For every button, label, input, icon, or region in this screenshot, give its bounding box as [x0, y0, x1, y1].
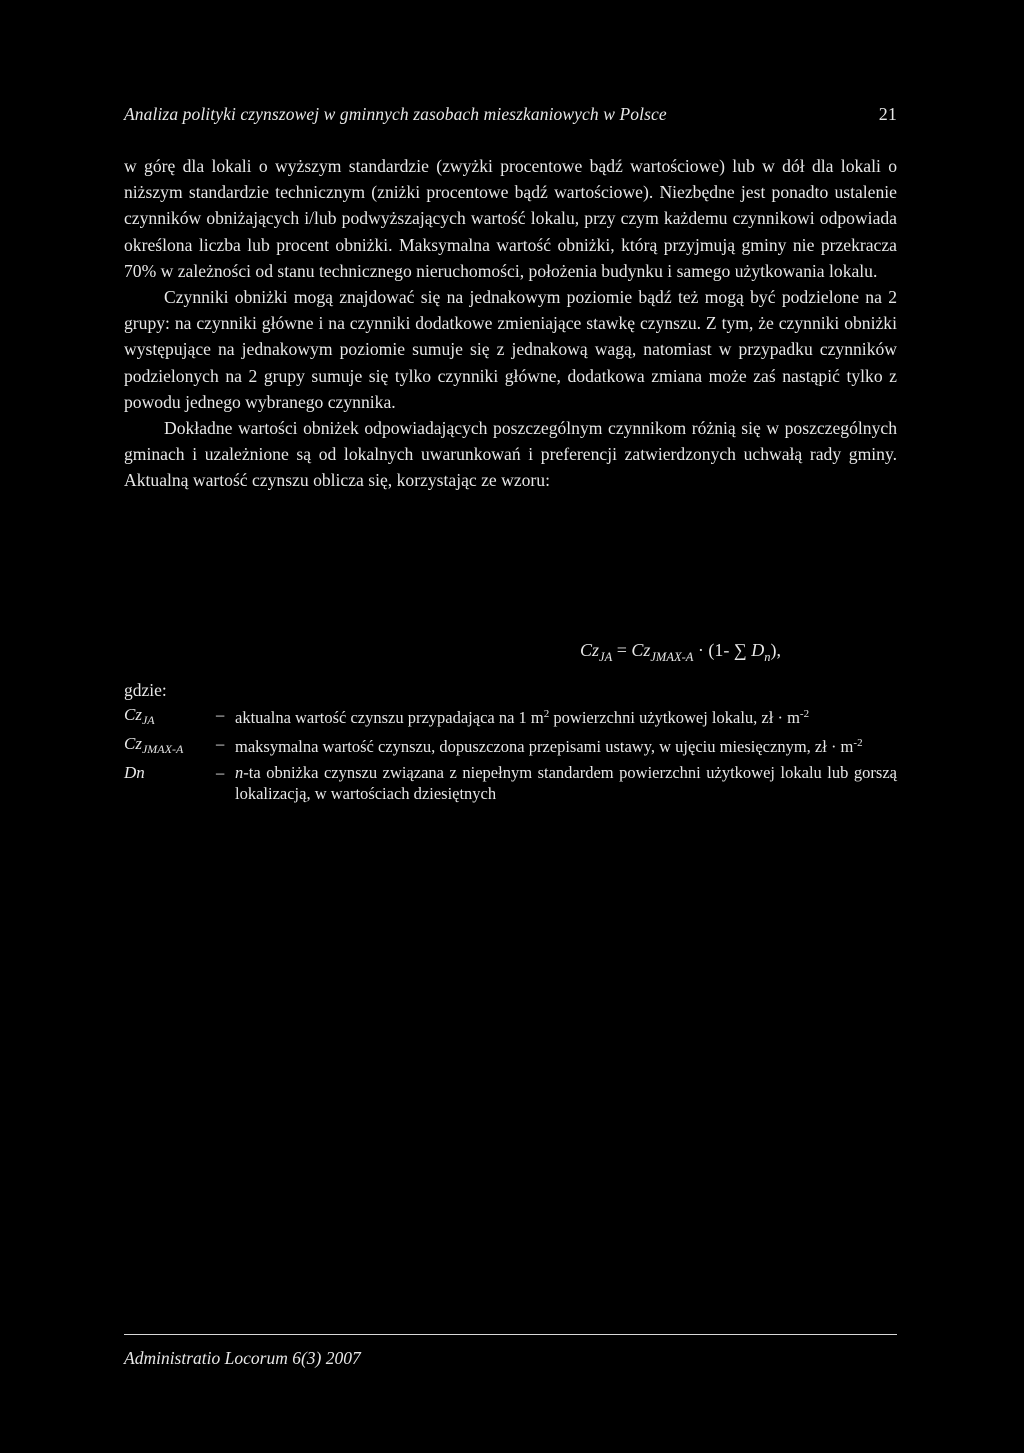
definition-dash: – — [216, 734, 225, 753]
formula-close: ), — [770, 640, 781, 660]
page-number: 21 — [878, 104, 897, 124]
definition-text: aktualna wartość czynszu przypadająca na 1 $m^2$ powierzchni użytkowej lokalu, zł · $m^{-2}$ — [235, 708, 810, 727]
rent-formula — [580, 640, 781, 665]
formula-d-subscript: n — [764, 650, 771, 664]
formula-multiply: · (1- — [693, 640, 734, 660]
where-label: gdzie: — [124, 680, 167, 700]
definition-symbol: $Cz_{JMAX-A}$ — [124, 734, 184, 756]
formula-lhs: Cz — [580, 640, 600, 660]
body-text — [124, 153, 897, 494]
paragraph-2: Czynniki obniżki mogą znajdować się na jednakowym poziomie bądź też mogą być podzielone na 2 grupy: na czynniki główne i na czynniki dodatkowe zmieniające stawkę czynszu. Z tym, że czynniki obniżki występujące na jednakowym poziomie sumuje się z jednakową wagą, natomiast w przypadku czynników podzielonych na 2 grupy sumuje się tylko czynniki główne, dodatkowa zmiana może zaś nastąpić tylko z powodu jednego wybranego czynnika. — [124, 287, 897, 412]
definition-row — [124, 704, 897, 728]
formula-rhs: Cz — [631, 640, 651, 660]
definition-symbol: Dn — [124, 763, 145, 782]
definition-text: maksymalna wartość czynszu, dopuszczona przepisami ustawy, w ujęciu miesięcznym, zł · $m^{-2}$ — [235, 737, 863, 756]
running-header-title: Analiza polityki czynszowej w gminnych zasobach mieszkaniowych w Polsce — [124, 104, 667, 124]
definition-symbol: $Cz_{JA}$ — [124, 705, 155, 727]
formula-d: D — [746, 640, 765, 660]
formula-rhs-subscript: JMAX-A — [650, 650, 694, 664]
footer-journal: Administratio Locorum 6(3) 2007 — [124, 1348, 361, 1368]
definitions-list — [124, 704, 897, 809]
footer-divider — [124, 1334, 897, 1335]
definition-dash: – — [216, 705, 225, 724]
formula-sum-symbol: ∑ — [733, 640, 747, 660]
paragraph-3: Dokładne wartości obniżek odpowiadających poszczególnym czynnikom różnią się w poszczególnych gminach i uzależnione są od lokalnych uwarunkowań i preferencji zatwierdzonych uchwałą rady gminy. Aktualną wartość czynszu oblicza się, korzystając ze wzoru: — [124, 418, 897, 491]
paragraph-1: w górę dla lokali o wyższym standardzie (zwyżki procentowe bądź wartościowe) lub w dół dla lokali o niższym standardzie technicznym (zniżki procentowe bądź wartościowe). Niezbędne jest ponadto ustalenie czynników obniżających i/lub podwyższających wartość lokalu, przy czym każdemu czynnikowi odpowiada określona liczba lub procent obniżki. Maksymalna wartość obniżki, którą przyjmują gminy nie przekracza 70% w zależności od stanu technicznego nieruchomości, położenia budynku i samego użytkowania lokalu. — [124, 156, 897, 281]
definition-row — [124, 733, 897, 757]
running-header — [124, 104, 897, 128]
definition-row — [124, 762, 897, 804]
definition-dash: – — [216, 763, 225, 782]
definition-text: n-ta obniżka czynszu związana z niepełnym standardem powierzchni użytkowej lokalu lub gorszą lokalizacją, w wartościach dziesiętnych — [235, 763, 897, 803]
formula-equals: = — [612, 640, 632, 660]
formula-lhs-subscript: JA — [599, 650, 613, 664]
